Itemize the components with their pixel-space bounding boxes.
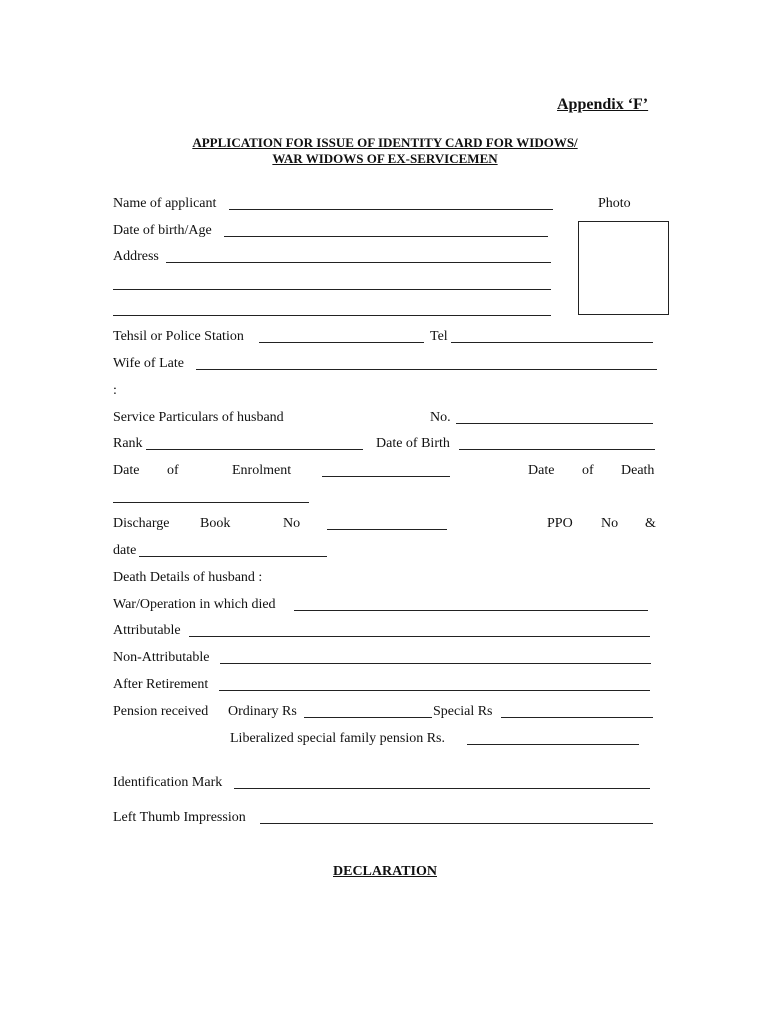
- after-retirement-field[interactable]: [219, 690, 650, 691]
- war-operation-field[interactable]: [294, 610, 648, 611]
- special-rs-field[interactable]: [501, 717, 653, 718]
- tel-label: Tel: [430, 329, 448, 344]
- ppo-no-word: No: [601, 516, 619, 531]
- pension-received-label: Pension received: [113, 704, 209, 719]
- enrolment-word-enrolment: Enrolment: [232, 463, 292, 478]
- after-retirement-label: After Retirement: [113, 677, 209, 692]
- death-word-date: Date: [528, 463, 555, 478]
- ppo-date-label: date: [113, 543, 137, 558]
- death-word-of: of: [582, 463, 594, 478]
- colon-text: :: [113, 383, 117, 398]
- death-details-heading: Death Details of husband :: [113, 570, 263, 585]
- photo-label: Photo: [598, 196, 631, 211]
- liberalized-pension-field[interactable]: [467, 744, 639, 745]
- discharge-book-no-field[interactable]: [327, 529, 447, 530]
- address-field-line-3[interactable]: [113, 315, 551, 316]
- tel-field[interactable]: [451, 342, 653, 343]
- name-of-applicant-field[interactable]: [229, 209, 553, 210]
- appendix-label: Appendix ‘F’: [557, 96, 649, 113]
- non-attributable-label: Non-Attributable: [113, 650, 210, 665]
- death-word-death: Death: [621, 463, 655, 478]
- address-field-line-1[interactable]: [166, 262, 551, 263]
- service-no-field[interactable]: [456, 423, 653, 424]
- service-no-label: No.: [430, 410, 451, 425]
- liberalized-pension-label: Liberalized special family pension Rs.: [230, 731, 445, 746]
- no-word: No: [283, 516, 301, 531]
- discharge-word: Discharge: [113, 516, 170, 531]
- left-thumb-impression-label: Left Thumb Impression: [113, 810, 246, 825]
- tehsil-label: Tehsil or Police Station: [113, 329, 244, 344]
- photo-box[interactable]: [578, 221, 669, 315]
- tehsil-field[interactable]: [259, 342, 424, 343]
- war-operation-label: War/Operation in which died: [113, 597, 276, 612]
- wife-of-late-field[interactable]: [196, 369, 657, 370]
- attributable-field[interactable]: [189, 636, 650, 637]
- husband-date-of-birth-field[interactable]: [459, 449, 655, 450]
- rank-field[interactable]: [146, 449, 363, 450]
- attributable-label: Attributable: [113, 623, 181, 638]
- special-rs-label: Special Rs: [433, 704, 493, 719]
- book-word: Book: [200, 516, 231, 531]
- name-of-applicant-label: Name of applicant: [113, 196, 217, 211]
- identification-mark-field[interactable]: [234, 788, 650, 789]
- left-thumb-impression-field[interactable]: [260, 823, 653, 824]
- address-label: Address: [113, 249, 159, 264]
- declaration-heading: DECLARATION: [333, 864, 437, 879]
- ordinary-rs-label: Ordinary Rs: [228, 704, 297, 719]
- date-of-birth-age-label: Date of birth/Age: [113, 223, 212, 238]
- identification-mark-label: Identification Mark: [113, 775, 223, 790]
- wife-of-late-label: Wife of Late: [113, 356, 184, 371]
- date-of-death-field[interactable]: [113, 502, 309, 503]
- non-attributable-field[interactable]: [220, 663, 651, 664]
- enrolment-word-of: of: [167, 463, 179, 478]
- enrolment-word-date: Date: [113, 463, 140, 478]
- address-field-line-2[interactable]: [113, 289, 551, 290]
- rank-label: Rank: [113, 436, 143, 451]
- ordinary-rs-field[interactable]: [304, 717, 432, 718]
- ppo-date-field[interactable]: [139, 556, 327, 557]
- ampersand-word: &: [645, 516, 656, 531]
- husband-date-of-birth-label: Date of Birth: [376, 436, 450, 451]
- title-line-2: WAR WIDOWS OF EX-SERVICEMEN: [272, 151, 498, 166]
- title-line-1: APPLICATION FOR ISSUE OF IDENTITY CARD FOR WIDOWS/: [192, 135, 578, 150]
- ppo-word: PPO: [547, 516, 573, 531]
- date-of-enrolment-field[interactable]: [322, 476, 450, 477]
- date-of-birth-age-field[interactable]: [224, 236, 548, 237]
- service-particulars-label: Service Particulars of husband: [113, 410, 284, 425]
